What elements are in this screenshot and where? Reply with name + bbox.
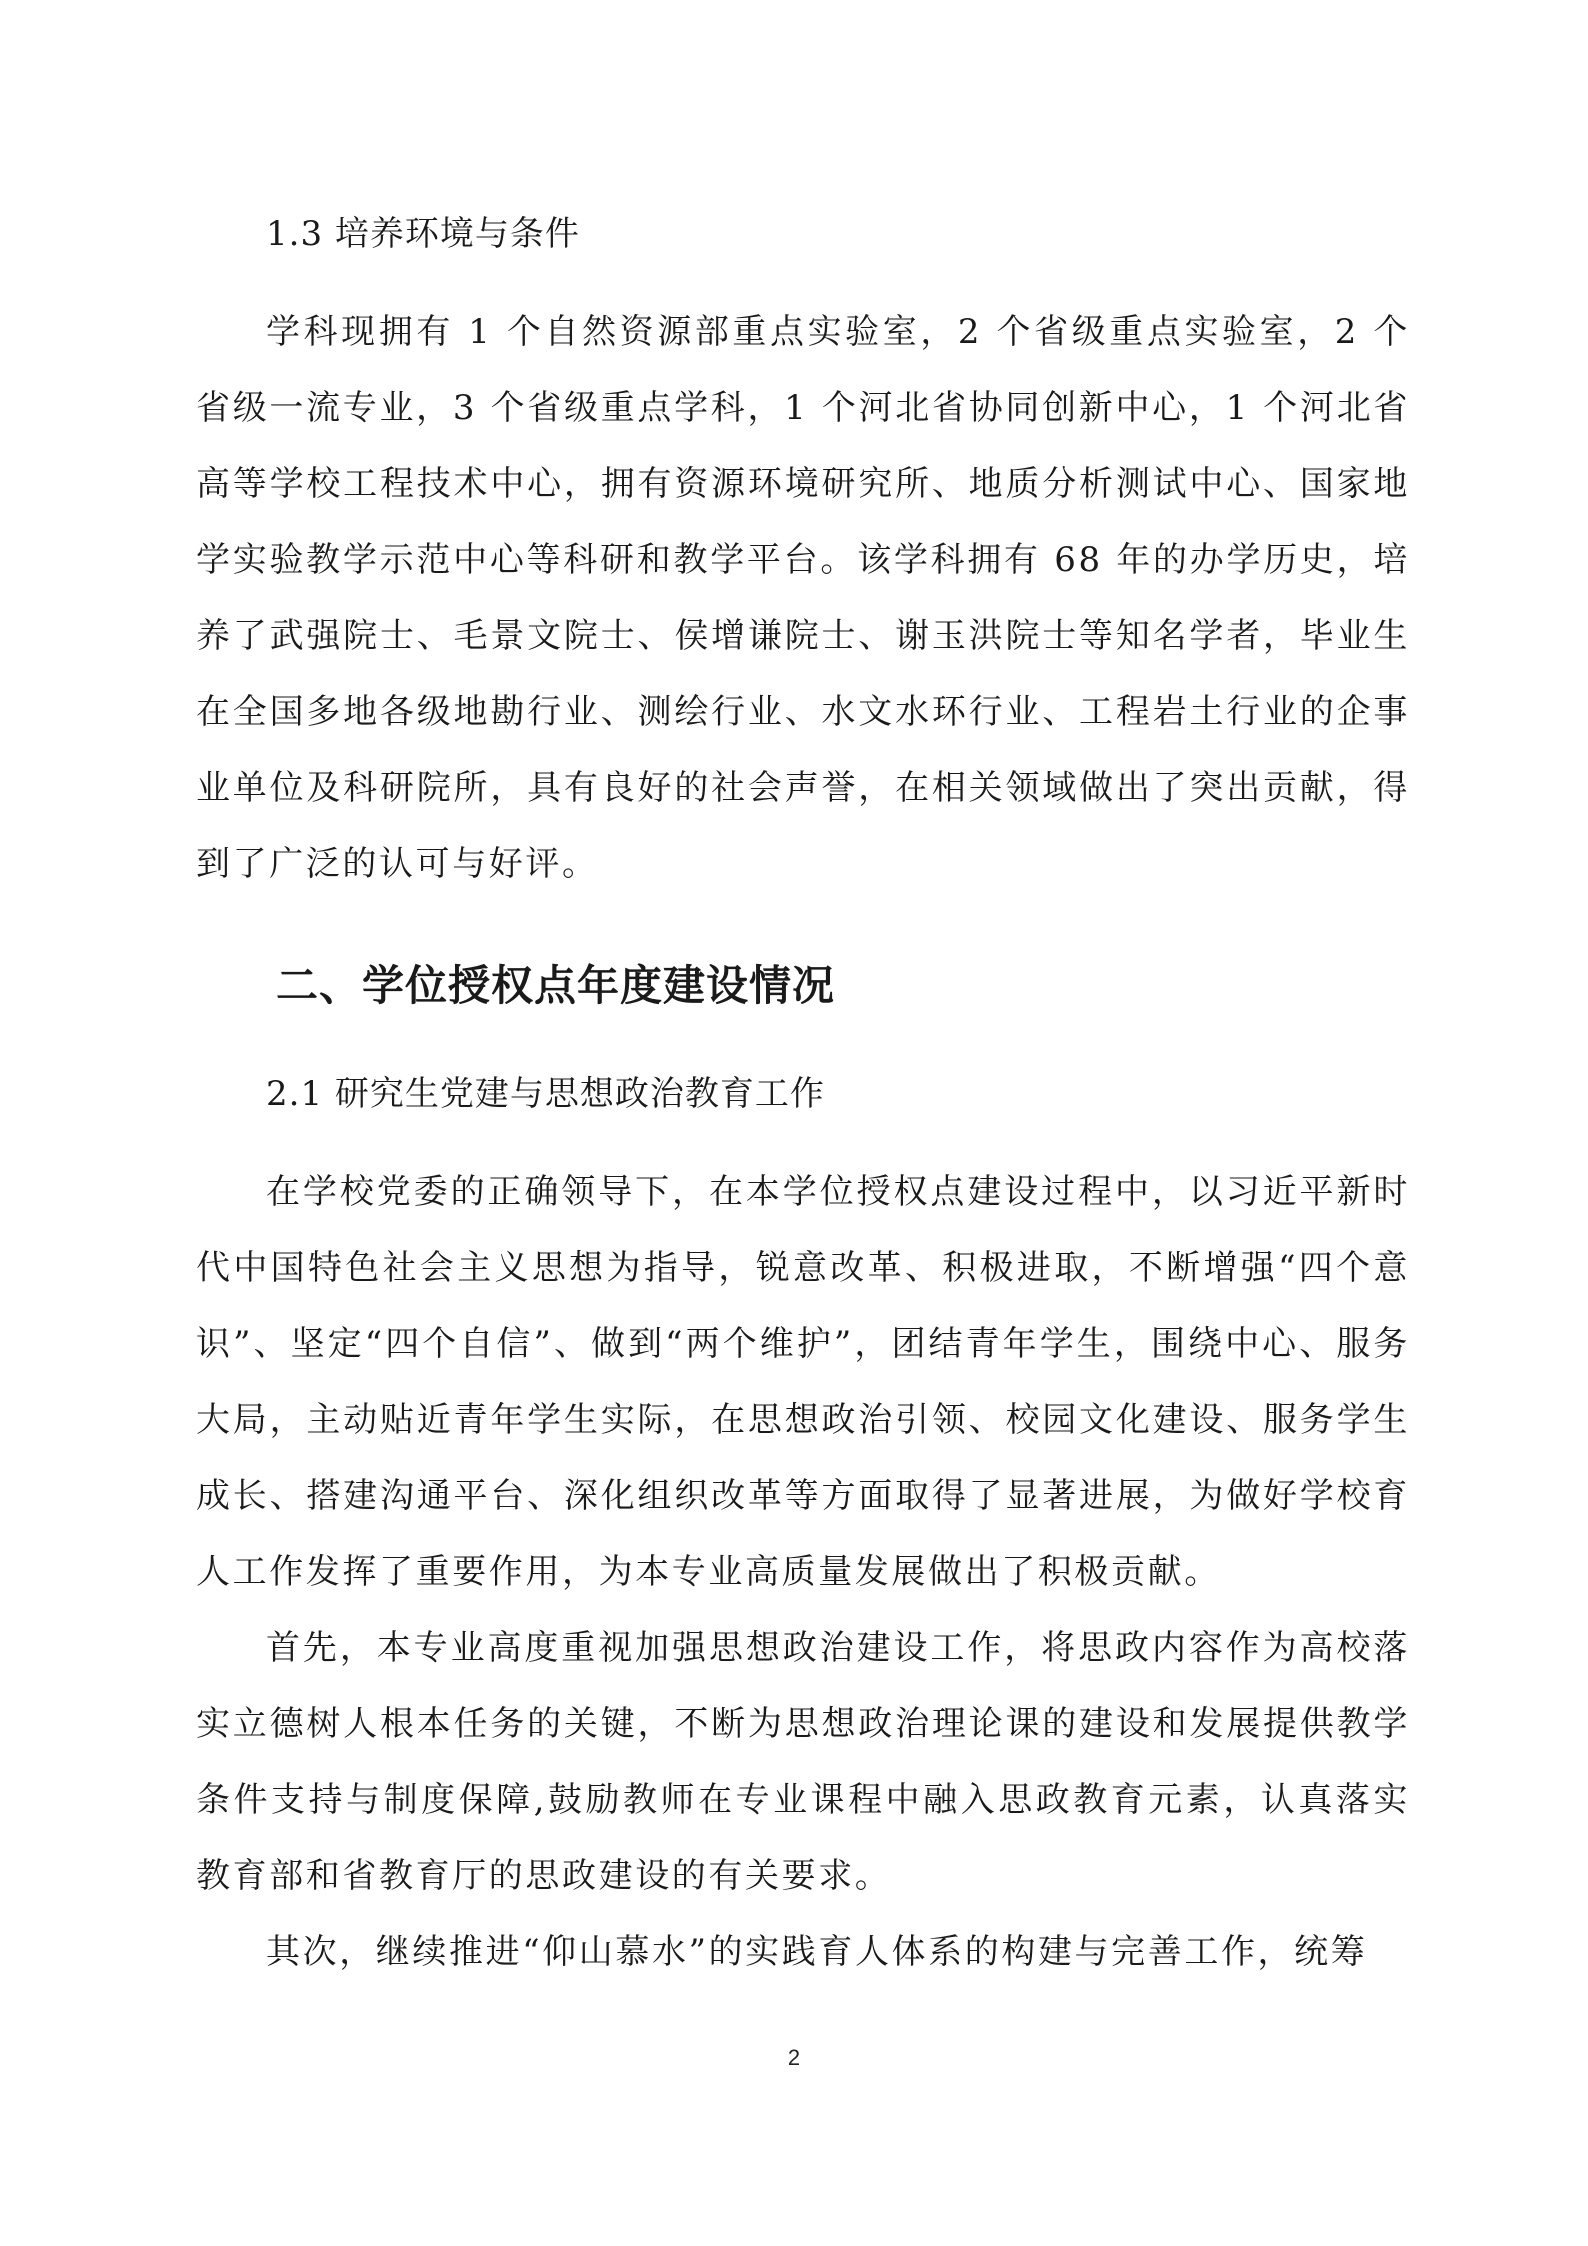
section-heading-2-1: 2.1 研究生党建与思想政治教育工作 (266, 1074, 825, 1114)
page-number: 2 (787, 2045, 801, 2070)
paragraph-practice-education: 其次，继续推进“仰山慕水”的实践育人体系的构建与完善工作，统筹 (266, 1932, 1368, 1972)
page-body (196, 200, 1410, 1990)
paragraph-party-building: 在学校党委的正确领导下，在本学位授权点建设过程中，以习近平新时代中国特色社会主义思想为指导，锐意改革、积极进取，不断增强“四个意识”、坚定“四个自信”、做到“两个维护”，团结青年学生，围绕中心、服务大局，主动贴近青年学生实际，在思想政治引领、校园文化建设、服务学生成长、搭建沟通平台、深化组织改革等方面取得了显著进展，为做好学校育人工作发挥了重要作用，为本专业高质量发展做出了积极贡献。 (196, 1172, 1410, 1592)
paragraph-ideological-construction: 首先，本专业高度重视加强思想政治建设工作，将思政内容作为高校落实立德树人根本任务的关键，不断为思想政治理论课的建设和发展提供教学条件支持与制度保障,鼓励教师在专业课程中融入思政教育元素，认真落实教育部和省教育厅的思政建设的有关要求。 (196, 1628, 1410, 1896)
section-heading-1-3: 1.3 培养环境与条件 (266, 214, 580, 254)
chapter-heading-2: 二、学位授权点年度建设情况 (276, 961, 836, 1010)
paragraph-training-environment: 学科现拥有 1 个自然资源部重点实验室，2 个省级重点实验室，2 个省级一流专业，3 个省级重点学科，1 个河北省协同创新中心，1 个河北省高等学校工程技术中心，拥有资源环境研究所、地质分析测试中心、国家地学实验教学示范中心等科研和教学平台。该学科拥有 68 年的办学历史，培养了武强院士、毛景文院士、侯增谦院士、谢玉洪院士等知名学者，毕业生在全国多地各级地勘行业、测绘行业、水文水环行业、工程岩土行业的企事业单位及科研院所，具有良好的社会声誉，在相关领域做出了突出贡献，得到了广泛的认可与好评。 (196, 312, 1410, 884)
